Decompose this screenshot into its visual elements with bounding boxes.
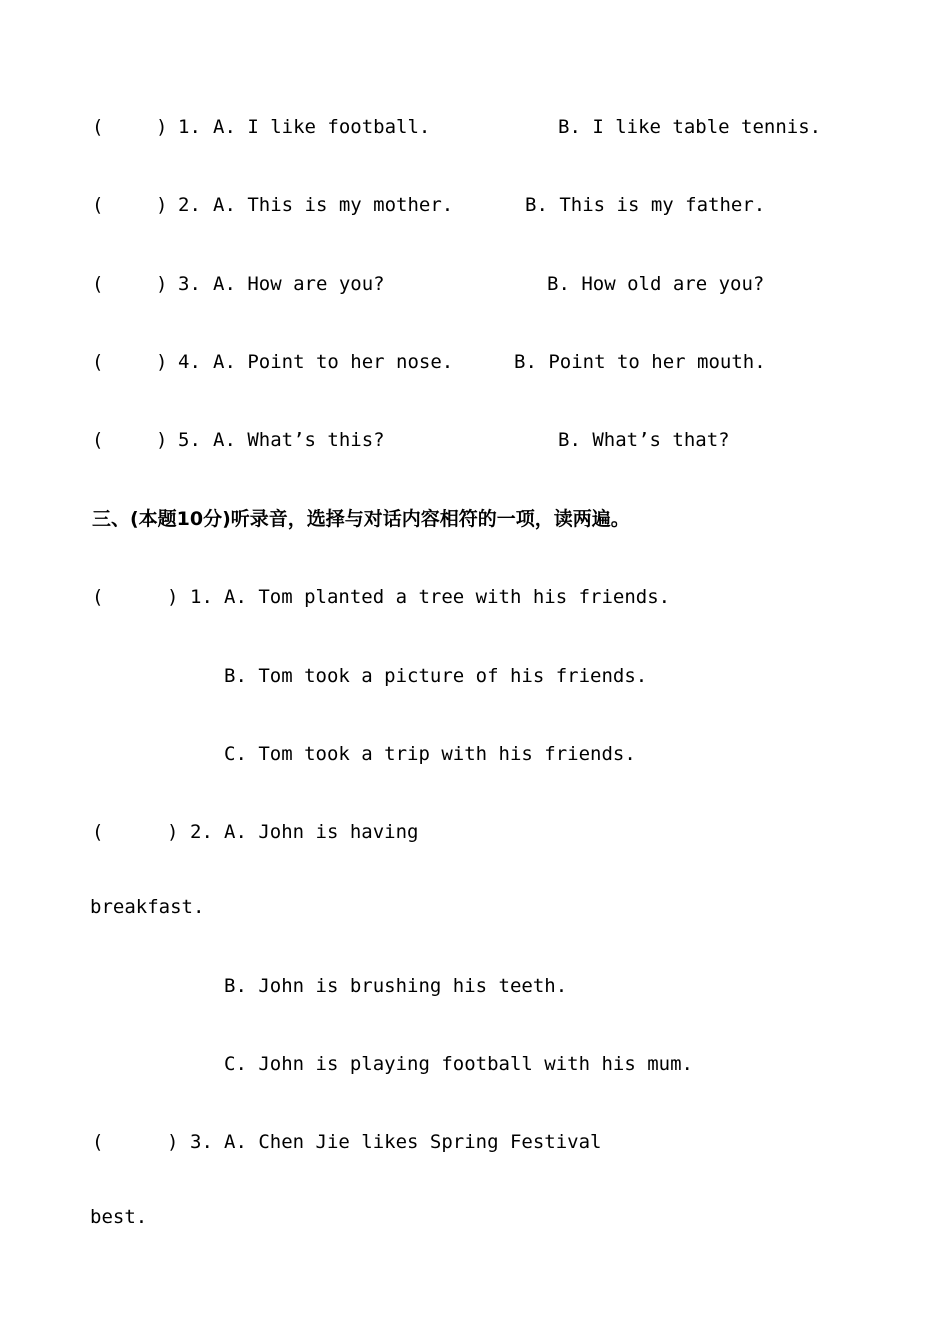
- answer-paren-open: (: [92, 116, 104, 138]
- option-b: B. John is brushing his teeth.: [224, 975, 568, 997]
- question-number: 1.: [190, 586, 213, 608]
- question-number: 3.: [190, 1131, 213, 1153]
- question-number: 1.: [178, 116, 201, 138]
- section-heading: 三、(本题10分)听录音，选择与对话内容相符的一项，读两遍。: [92, 508, 630, 530]
- answer-paren-open: (: [92, 586, 104, 608]
- question-number: 2.: [178, 194, 201, 216]
- option-b: B. How old are you?: [547, 273, 765, 295]
- answer-paren-open: (: [92, 821, 104, 843]
- option-b: B. I like table tennis.: [558, 116, 822, 138]
- answer-paren-open: (: [92, 351, 104, 373]
- option-a-continuation: best.: [90, 1206, 148, 1228]
- answer-paren-close: ): [156, 116, 168, 138]
- answer-paren-close: ): [156, 194, 168, 216]
- answer-paren-close: ): [156, 429, 168, 451]
- option-c: C. Tom took a trip with his friends.: [224, 743, 636, 765]
- option-a: A. What’s this?: [213, 429, 385, 451]
- option-a: A. Point to her nose.: [213, 351, 454, 373]
- question-number: 2.: [190, 821, 213, 843]
- option-a-continuation: breakfast.: [90, 896, 205, 918]
- option-a: A. This is my mother.: [213, 194, 454, 216]
- answer-paren-open: (: [92, 273, 104, 295]
- answer-paren-open: (: [92, 194, 104, 216]
- option-a: A. I like football.: [213, 116, 431, 138]
- answer-paren-close: ): [167, 586, 179, 608]
- question-number: 5.: [178, 429, 201, 451]
- answer-paren-close: ): [167, 1131, 179, 1153]
- answer-paren-open: (: [92, 429, 104, 451]
- option-a: A. Tom planted a tree with his friends.: [224, 586, 671, 608]
- answer-paren-close: ): [156, 273, 168, 295]
- answer-paren-close: ): [167, 821, 179, 843]
- question-number: 4.: [178, 351, 201, 373]
- option-a: A. John is having: [224, 821, 419, 843]
- answer-paren-open: (: [92, 1131, 104, 1153]
- option-b: B. This is my father.: [525, 194, 766, 216]
- option-a: A. Chen Jie likes Spring Festival: [224, 1131, 602, 1153]
- option-c: C. John is playing football with his mum.: [224, 1053, 693, 1075]
- option-b: B. What’s that?: [558, 429, 730, 451]
- option-b: B. Tom took a picture of his friends.: [224, 665, 648, 687]
- option-a: A. How are you?: [213, 273, 385, 295]
- question-number: 3.: [178, 273, 201, 295]
- option-b: B. Point to her mouth.: [514, 351, 766, 373]
- answer-paren-close: ): [156, 351, 168, 373]
